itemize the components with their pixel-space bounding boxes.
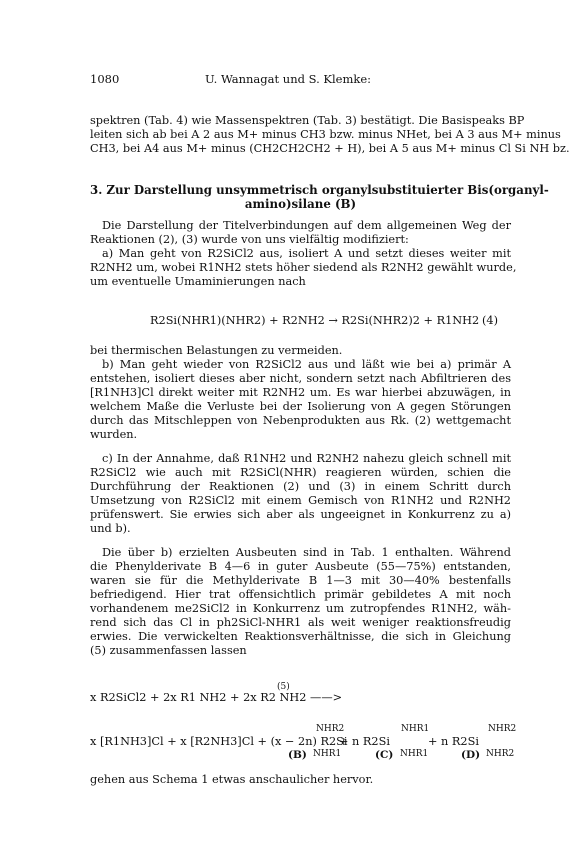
para-c-line-4: Umsetzung von R2SiCl2 mit einem Gemisch von R1NH2 und R2NH2 <box>90 494 511 507</box>
para-d-line-2: die Phenylderivate B 4—6 in guter Ausbeute (55—75%) entstanden, <box>90 560 511 573</box>
eq5-B-bottom: NHR1 <box>313 749 342 759</box>
eq5-C-label: (C) <box>375 749 394 761</box>
intro-line-3: CH3, bei A4 aus M+ minus (CH2CH2CH2 + H), bei A 5 aus M+ minus Cl Si NH bz. <box>90 142 570 155</box>
para-b-line-3: [R1NH3]Cl direkt weiter mit R2NH2 um. Es war hierbei abzuwägen, in <box>90 386 511 399</box>
running-title: U. Wannagat und S. Klemke: <box>205 72 372 86</box>
para-b-line-2: entstehen, isoliert dieses aber nicht, sondern setzt nach Abfiltrieren des <box>90 372 511 385</box>
eq5-D-top: NHR2 <box>488 724 517 734</box>
equation-4: R2Si(NHR1)(NHR2) + R2NH2 → R2Si(NHR2)2 + R1NH2 <box>150 314 480 327</box>
section-title-line-1: 3. Zur Darstellung unsymmetrisch organylsubstituierter Bis(organyl- <box>90 183 549 197</box>
para1-line-1: Die Darstellung der Titelverbindungen auf dem allgemeinen Weg der <box>102 219 511 232</box>
eq5-n-R2Si-2: + n R2Si <box>428 735 479 748</box>
para-d-line-8: (5) zusammenfassen lassen <box>90 644 247 657</box>
eq5-n-R2Si-1: + n R2Si <box>339 735 390 748</box>
eq5-C-bottom: NHR1 <box>400 749 429 759</box>
para-b-line-5: durch das Mitschleppen von Nebenprodukten aus Rk. (2) wettgemacht <box>90 414 511 427</box>
para-d-line-7: erwies. Die verwickelten Reaktionsverhältnisse, die sich in Gleichung <box>90 630 511 643</box>
equation-5-line-1: x R2SiCl2 + 2x R1 NH2 + 2x R2 NH2 ——> <box>90 691 343 704</box>
para-a-line-3: um eventuelle Umaminierungen nach <box>90 275 306 288</box>
para1-line-2: Reaktionen (2), (3) wurde von uns vielfältig modifiziert: <box>90 233 409 246</box>
page-number: 1080 <box>90 72 120 86</box>
equation-4-number: (4) <box>482 314 499 327</box>
closing-line: gehen aus Schema 1 etwas anschaulicher hervor. <box>90 773 374 786</box>
equation-5-line-2: x [R1NH3]Cl + x [R2NH3]Cl + (x − 2n) R2Si <box>90 735 348 748</box>
eq5-C-top: NHR1 <box>401 724 430 734</box>
para-d-line-4: befriedigend. Hier trat offensichtlich primär gebildetes A mit noch <box>90 588 511 601</box>
section-title-line-2: amino)silane (B) <box>244 197 357 211</box>
para-d-line-3: waren sie für die Methylderivate B 1—3 mit 30—40% bestenfalls <box>90 574 511 587</box>
para-c-line-3: Durchführung der Reaktionen (2) und (3) in einem Schritt durch <box>90 480 511 493</box>
para-c-line-2: R2SiCl2 wie auch mit R2SiCl(NHR) reagieren würden, schien die <box>90 466 511 479</box>
para-c-line-1: c) In der Annahme, daß R1NH2 und R2NH2 nahezu gleich schnell mit <box>102 452 511 465</box>
para-a-line-1: a) Man geht von R2SiCl2 aus, isoliert A und setzt dieses weiter mit <box>102 247 511 260</box>
eq5-D-bottom: NHR2 <box>486 749 515 759</box>
para-b-line-4: welchem Maße die Verluste bei der Isolierung von A gegen Störungen <box>90 400 511 413</box>
para-b-line-6: wurden. <box>90 428 138 441</box>
para-d-line-5: vorhandenem me2SiCl2 in Konkurrenz um zutropfendes R1NH2, wäh- <box>90 602 511 615</box>
eq5-B-top: NHR2 <box>316 724 345 734</box>
para-a-line-2: R2NH2 um, wobei R1NH2 stets höher siedend als R2NH2 gewählt wurde, <box>90 261 517 274</box>
eq5-D-label: (D) <box>461 749 481 761</box>
para-b-line-1: b) Man geht wieder von R2SiCl2 aus und läßt wie bei a) primär A <box>102 358 511 371</box>
para-d-line-1: Die über b) erzielten Ausbeuten sind in Tab. 1 enthalten. Während <box>102 546 511 559</box>
para-c-line-6: und b). <box>90 522 131 535</box>
intro-line-1: spektren (Tab. 4) wie Massenspektren (Tab. 3) bestätigt. Die Basispeaks BP <box>90 114 525 127</box>
intro-line-2: leiten sich ab bei A 2 aus M+ minus CH3 bzw. minus NHet, bei A 3 aus M+ minus <box>90 128 561 141</box>
after-equation-4: bei thermischen Belastungen zu vermeiden. <box>90 344 343 357</box>
para-d-line-6: rend sich das Cl in ph2SiCl-NHR1 als weit weniger reaktionsfreudig <box>90 616 511 629</box>
eq5-B-label: (B) <box>288 749 307 761</box>
para-c-line-5: prüfenswert. Sie erwies sich aber als ungeeignet in Konkurrenz zu a) <box>90 508 511 521</box>
equation-5-number: (5) <box>277 682 290 692</box>
